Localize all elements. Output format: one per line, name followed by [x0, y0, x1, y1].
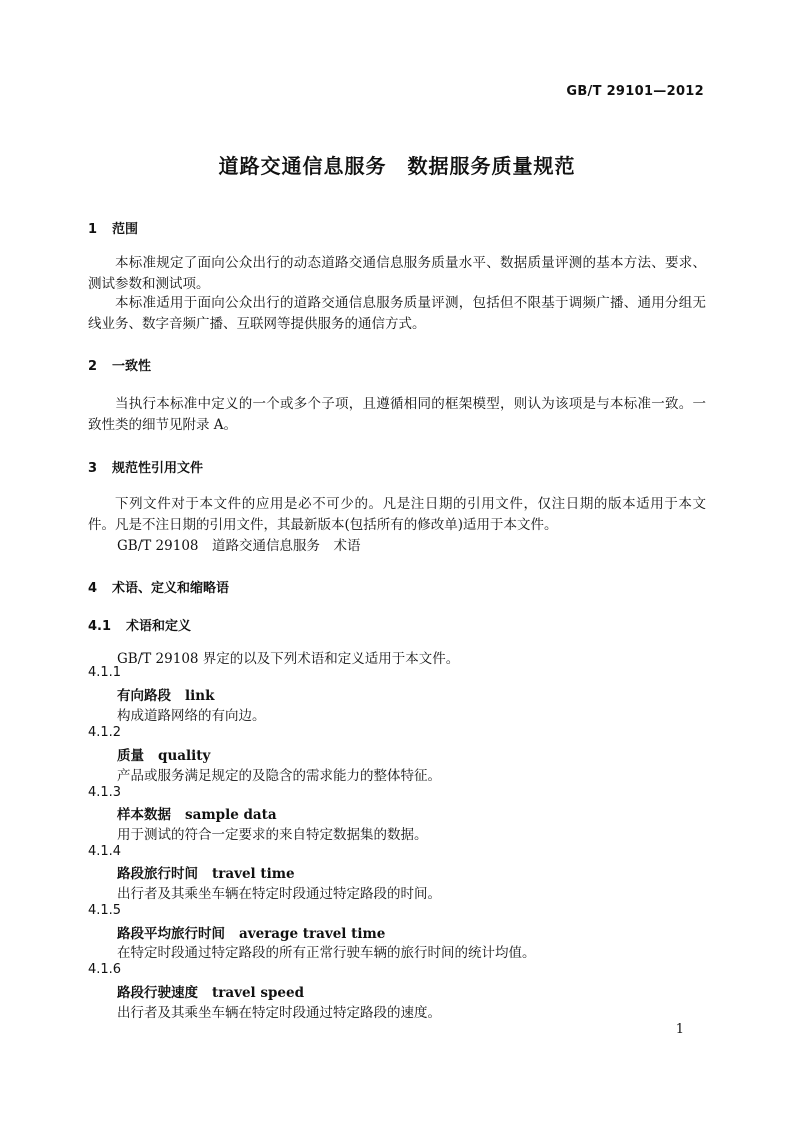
subsection-number: 4.1	[88, 619, 112, 634]
term-chinese: 路段平均旅行时间	[117, 926, 225, 942]
term-definition: 构成道路网络的有向边。	[117, 708, 266, 724]
term-definition: 用于测试的符合一定要求的来自特定数据集的数据。	[117, 827, 428, 843]
term-chinese: 有向路段	[117, 688, 171, 704]
normative-reference: GB/T 29108 道路交通信息服务 术语	[117, 538, 361, 554]
term-english: link	[185, 688, 215, 704]
section-number: 2	[88, 359, 98, 374]
term-definition: 出行者及其乘坐车辆在特定时段通过特定路段的速度。	[117, 1005, 441, 1021]
term-english: quality	[158, 748, 211, 764]
term-entry	[117, 981, 304, 1001]
term-chinese: 路段行驶速度	[117, 985, 198, 1001]
term-clause-number: 4.1.3	[88, 785, 122, 800]
section-1-paragraph-1: 本标准规定了面向公众出行的动态道路交通信息服务质量水平、数据质量评测的基本方法、要求、测试参数和测试项。	[88, 255, 706, 292]
standard-number: GB/T 29101—2012	[566, 84, 704, 99]
term-clause-number: 4.1.1	[88, 665, 122, 680]
term-english: sample data	[185, 807, 277, 823]
term-entry	[117, 684, 214, 704]
section-title: 规范性引用文件	[112, 461, 204, 476]
term-clause-number: 4.1.5	[88, 903, 122, 918]
section-title: 范围	[112, 222, 139, 237]
term-definition: 产品或服务满足规定的及隐含的需求能力的整体特征。	[117, 768, 441, 784]
section-2-heading	[88, 355, 151, 374]
term-entry	[117, 803, 277, 823]
term-clause-number: 4.1.4	[88, 844, 122, 859]
document-title: 道路交通信息服务 数据服务质量规范	[218, 154, 576, 178]
section-1-heading	[88, 218, 138, 237]
page-number: 1	[675, 1022, 684, 1037]
term-entry	[117, 922, 385, 942]
term-definition: 出行者及其乘坐车辆在特定时段通过特定路段的时间。	[117, 886, 441, 902]
term-clause-number: 4.1.2	[88, 725, 122, 740]
term-entry	[117, 744, 210, 764]
section-4-heading	[88, 577, 229, 596]
section-title: 一致性	[112, 359, 152, 374]
section-3-heading	[88, 457, 203, 476]
section-title: 术语、定义和缩略语	[112, 581, 230, 596]
section-number: 1	[88, 222, 98, 237]
section-number: 4	[88, 581, 98, 596]
term-english: average travel time	[239, 926, 386, 942]
section-number: 3	[88, 461, 98, 476]
section-1-paragraph-2: 本标准适用于面向公众出行的道路交通信息服务质量评测，包括但不限基于调频广播、通用分组无线业务、数字音频广播、互联网等提供服务的通信方式。	[88, 295, 706, 332]
term-english: travel time	[212, 866, 295, 882]
subsection-4-1-heading	[88, 615, 191, 634]
term-english: travel speed	[212, 985, 305, 1001]
definitions-intro: GB/T 29108 界定的以及下列术语和定义适用于本文件。	[117, 651, 460, 667]
term-chinese: 质量	[117, 748, 144, 764]
section-3-paragraph-1: 下列文件对于本文件的应用是必不可少的。凡是注日期的引用文件，仅注日期的版本适用于本文件。凡是不注日期的引用文件，其最新版本(包括所有的修改单)适用于本文件。	[88, 496, 706, 533]
term-clause-number: 4.1.6	[88, 962, 122, 977]
term-chinese: 样本数据	[117, 807, 171, 823]
term-definition: 在特定时段通过特定路段的所有正常行驶车辆的旅行时间的统计均值。	[117, 945, 536, 961]
term-chinese: 路段旅行时间	[117, 866, 198, 882]
term-entry	[117, 862, 295, 882]
subsection-title: 术语和定义	[126, 619, 192, 634]
section-2-paragraph-1: 当执行本标准中定义的一个或多个子项，且遵循相同的框架模型，则认为该项是与本标准一致。一致性类的细节见附录 A。	[88, 396, 706, 433]
